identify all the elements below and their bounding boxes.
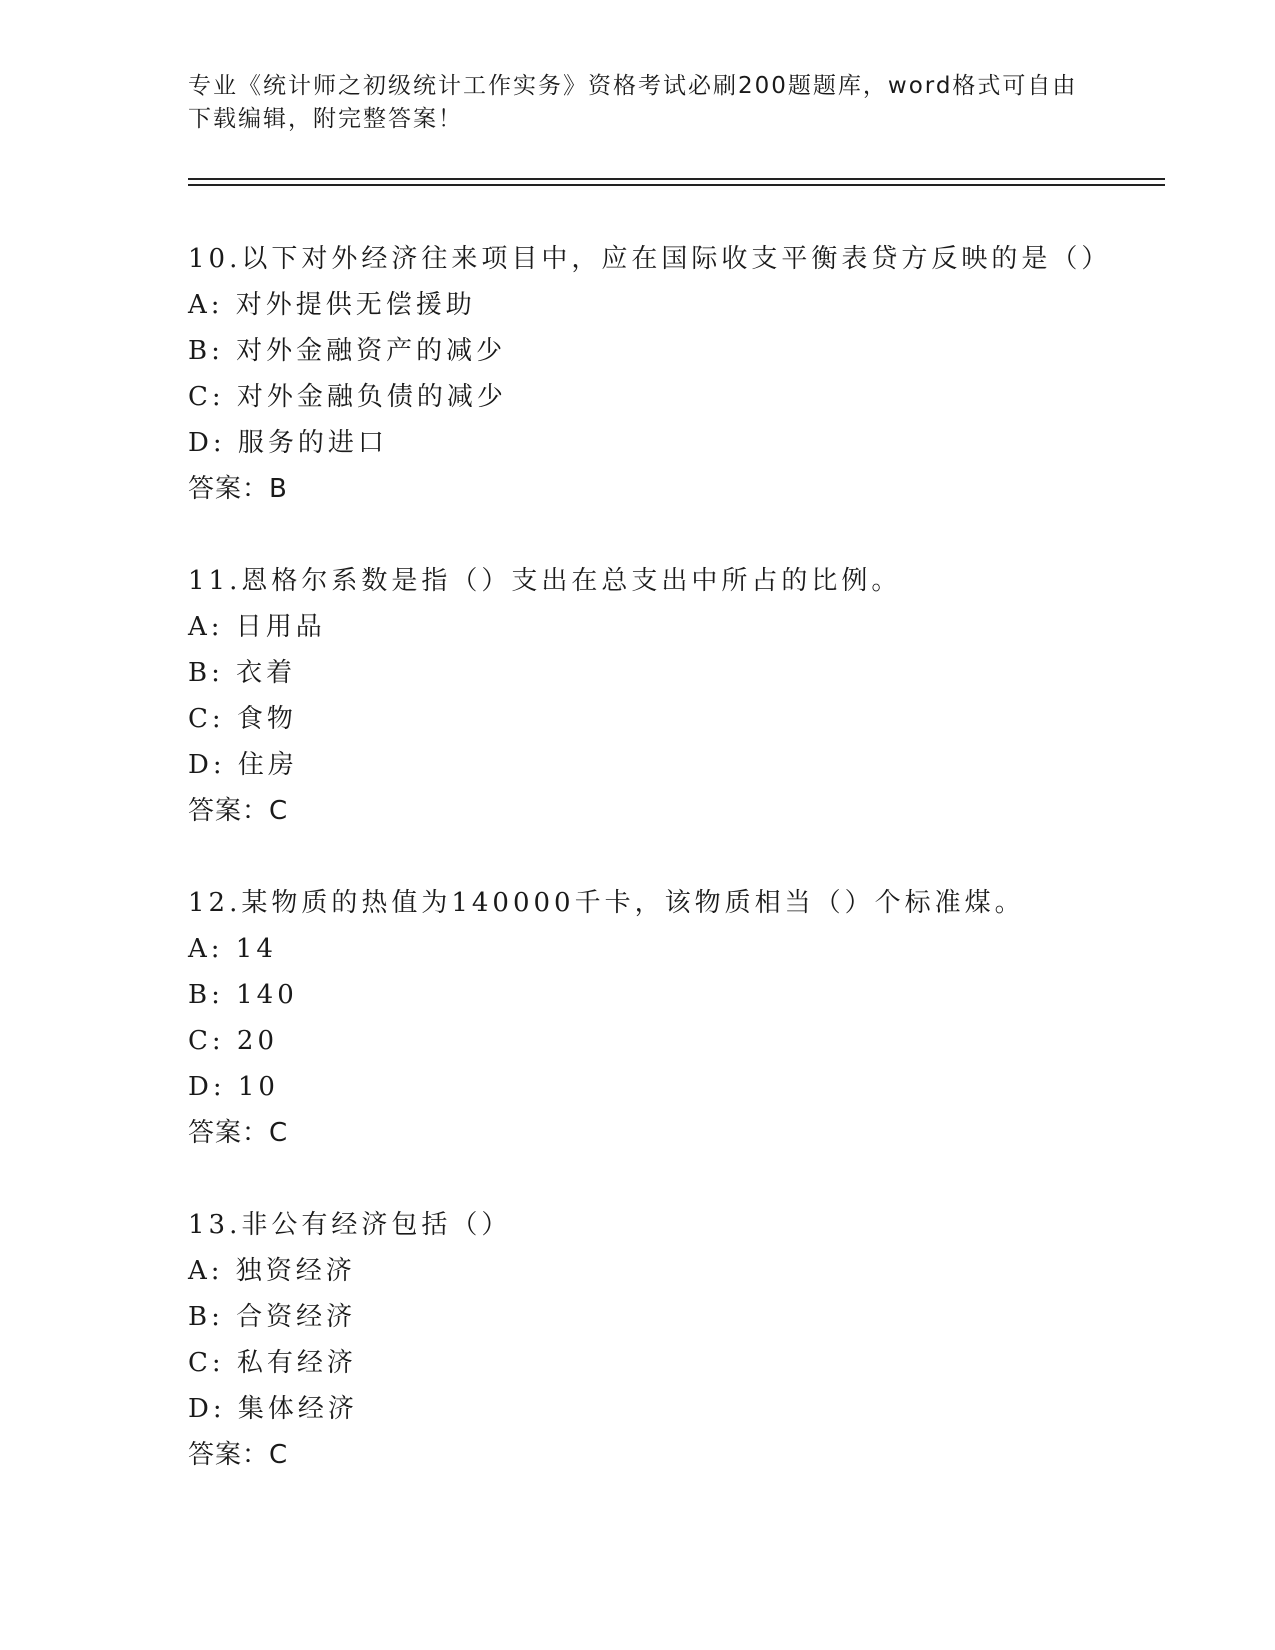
answer-line: 答案：B <box>188 474 288 504</box>
option-d: D: 10 <box>188 1072 279 1102</box>
option-a: A: 对外提供无偿援助 <box>188 290 476 320</box>
option-b: B: 衣着 <box>188 658 297 688</box>
question-block <box>188 880 1188 1156</box>
option-d: D: 住房 <box>188 750 298 780</box>
header-divider-bottom <box>188 184 1165 186</box>
answer-line: 答案：C <box>188 1440 289 1470</box>
option-c: C: 食物 <box>188 704 297 734</box>
question-stem: 13.非公有经济包括（） <box>188 1210 512 1240</box>
option-a: A: 独资经济 <box>188 1256 356 1286</box>
option-c: C: 对外金融负债的减少 <box>188 382 507 412</box>
option-d: D: 集体经济 <box>188 1394 358 1424</box>
answer-line: 答案：C <box>188 1118 289 1148</box>
option-a: A: 14 <box>188 934 277 964</box>
option-c: C: 20 <box>188 1026 279 1056</box>
option-b: B: 合资经济 <box>188 1302 357 1332</box>
question-block <box>188 1202 1188 1478</box>
question-block <box>188 558 1188 834</box>
answer-line: 答案：C <box>188 796 289 826</box>
question-stem: 11.恩格尔系数是指（）支出在总支出中所占的比例。 <box>188 566 902 596</box>
option-d: D: 服务的进口 <box>188 428 388 458</box>
question-stem: 10.以下对外经济往来项目中，应在国际收支平衡表贷方反映的是（） <box>188 244 1112 274</box>
option-a: A: 日用品 <box>188 612 326 642</box>
option-b: B: 140 <box>188 980 298 1010</box>
option-b: B: 对外金融资产的减少 <box>188 336 507 366</box>
document-header: 专业《统计师之初级统计工作实务》资格考试必刷200题题库，word格式可自由下载编辑，附完整答案！ <box>188 73 1078 132</box>
option-c: C: 私有经济 <box>188 1348 357 1378</box>
question-stem: 12.某物质的热值为140000千卡，该物质相当（）个标准煤。 <box>188 888 1025 918</box>
question-block <box>188 236 1188 512</box>
header-divider-top <box>188 178 1165 180</box>
